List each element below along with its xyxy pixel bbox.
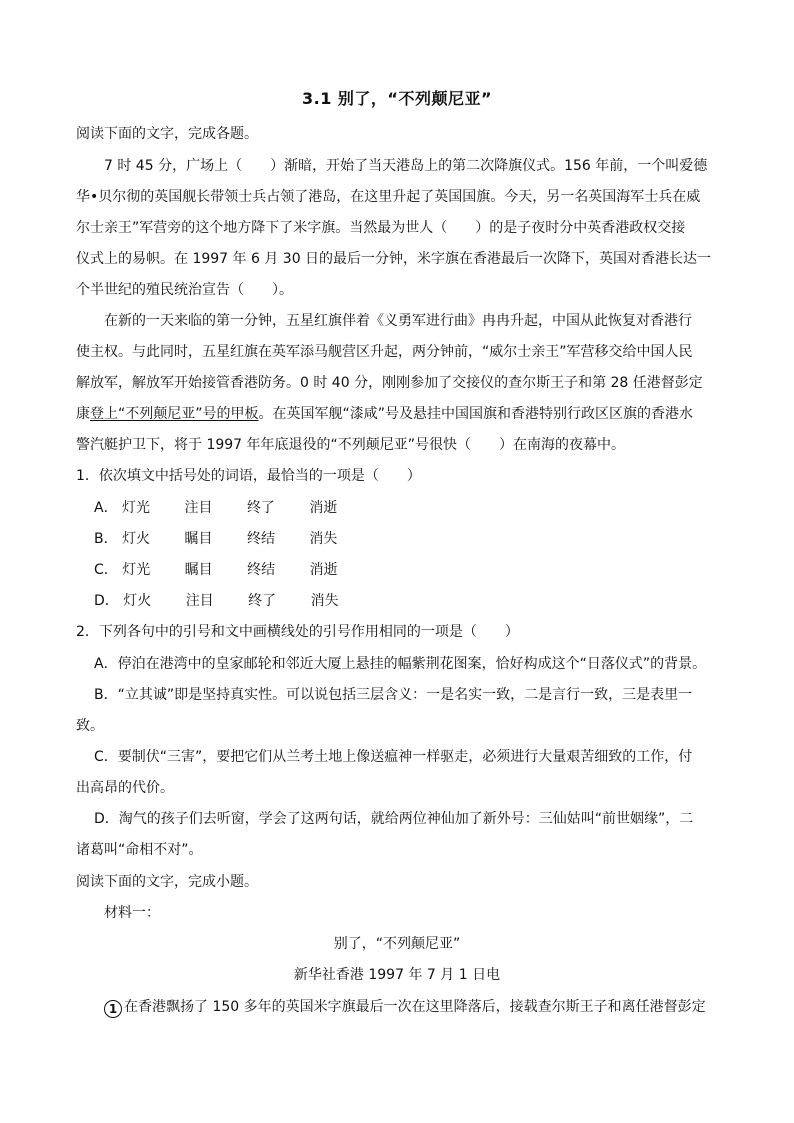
passage-line: 华•贝尔彻的英国舰长带领士兵占领了港岛，在这里升起了英国国旗。今天，另一名英国海军士兵在威 [76,189,701,205]
question-2-option-b[interactable]: B．“立其诚”即是坚持真实性。可以说包括三层含义：一是名实一致，二是言行一致，三是表里一 [94,687,693,703]
question-1-stem: 1．依次填文中括号处的词语，最恰当的一项是（ ） [76,468,421,484]
passage-line: 解放军，解放军开始接管香港防务。0 时 40 分，刚刚参加了交接仪的查尔斯王子和第 28 任港督彭定 [76,375,703,391]
passage-line [76,404,693,424]
article-paragraph-1: 1 在香港飘扬了 150 多年的英国米字旗最后一次在这里降落后，接载查尔斯王子和离任港督彭定 [104,997,706,1018]
question-2-option-c[interactable]: C．要制伏“三害”，要把它们从兰考土地上像送瘟神一样驱走，必须进行大量艰苦细致的工作，付 [94,749,693,765]
question-2-option-a[interactable]: A．停泊在港湾中的皇家邮轮和邻近大厦上悬挂的幅紫荆花图案，恰好构成这个“日落仪式”的背景。 [94,656,707,672]
passage-line: 使主权。与此同时，五星红旗在英军添马舰营区升起，两分钟前，“威尔士亲王”军营移交给中国人民 [76,344,693,360]
question-2-option-c-cont: 出高昂的代价。 [76,780,174,796]
passage-line: 警汽艇护卫下，将于 1997 年年底退役的“不列颠尼亚”号很快（ ）在南海的夜幕中。 [76,437,626,453]
question-2-option-b-cont: 致。 [76,718,104,734]
question-1-option-d[interactable]: D． 灯火 注目 终了 消失 [94,593,339,609]
question-2-option-d[interactable]: D．淘气的孩子们去听窗，学会了这两句话，就给两位神仙加了新外号：三仙姑叫“前世姻缘”，二 [94,811,694,827]
question-2-stem: 2．下列各句中的引号和文中画横线处的引号作用相同的一项是（ ） [76,624,519,640]
question-1-option-a[interactable]: A． 灯光 注目 终了 消逝 [94,500,338,516]
page-title: 3.1 别了，“不列颠尼亚” [302,89,492,108]
question-1-option-c[interactable]: C． 灯光 瞩目 终结 消逝 [94,562,338,578]
passage-line: 在新的一天来临的第一分钟，五星红旗伴着《义勇军进行曲》冉冉升起，中国从此恢复对香港行 [104,313,692,329]
reading-instruction: 阅读下面的文字，完成各题。 [76,126,258,142]
question-1-option-b[interactable]: B． 灯火 瞩目 终结 消失 [94,531,338,547]
passage-line: 个半世纪的殖民统治宣告（ ）。 [76,282,293,298]
article-dateline: 新华社香港 1997 年 7 月 1 日电 [293,967,501,983]
passage-line: 尔士亲王”军营旁的这个地方降下了米字旗。当然最为世人（ ）的是子夜时分中英香港政权交接 [76,220,686,236]
circled-number-1: 1 [104,1000,122,1018]
passage-line: 仪式上的易帜。在 1997 年 6 月 30 日的最后一分钟，米字旗在香港最后一次降下，英国对香港长达一 [76,251,712,267]
underlined-phrase: 登上“不列颠尼亚”号的甲板 [90,406,259,422]
article-title: 别了，“不列颠尼亚” [333,936,461,952]
reading-instruction-2: 阅读下面的文字，完成小题。 [76,874,258,890]
passage-text: 。在英国军舰“漆咸”号及悬挂中国国旗和香港特别行政区区旗的香港水 [258,406,694,422]
material-label: 材料一： [104,905,160,921]
passage-text: 康 [76,406,90,422]
question-2-option-d-cont: 诸葛叫“命相不对”。 [76,842,203,858]
passage-line: 7 时 45 分，广场上（ ）渐暗，开始了当天港岛上的第二次降旗仪式。156 年前，一个叫爱德 [104,158,708,174]
